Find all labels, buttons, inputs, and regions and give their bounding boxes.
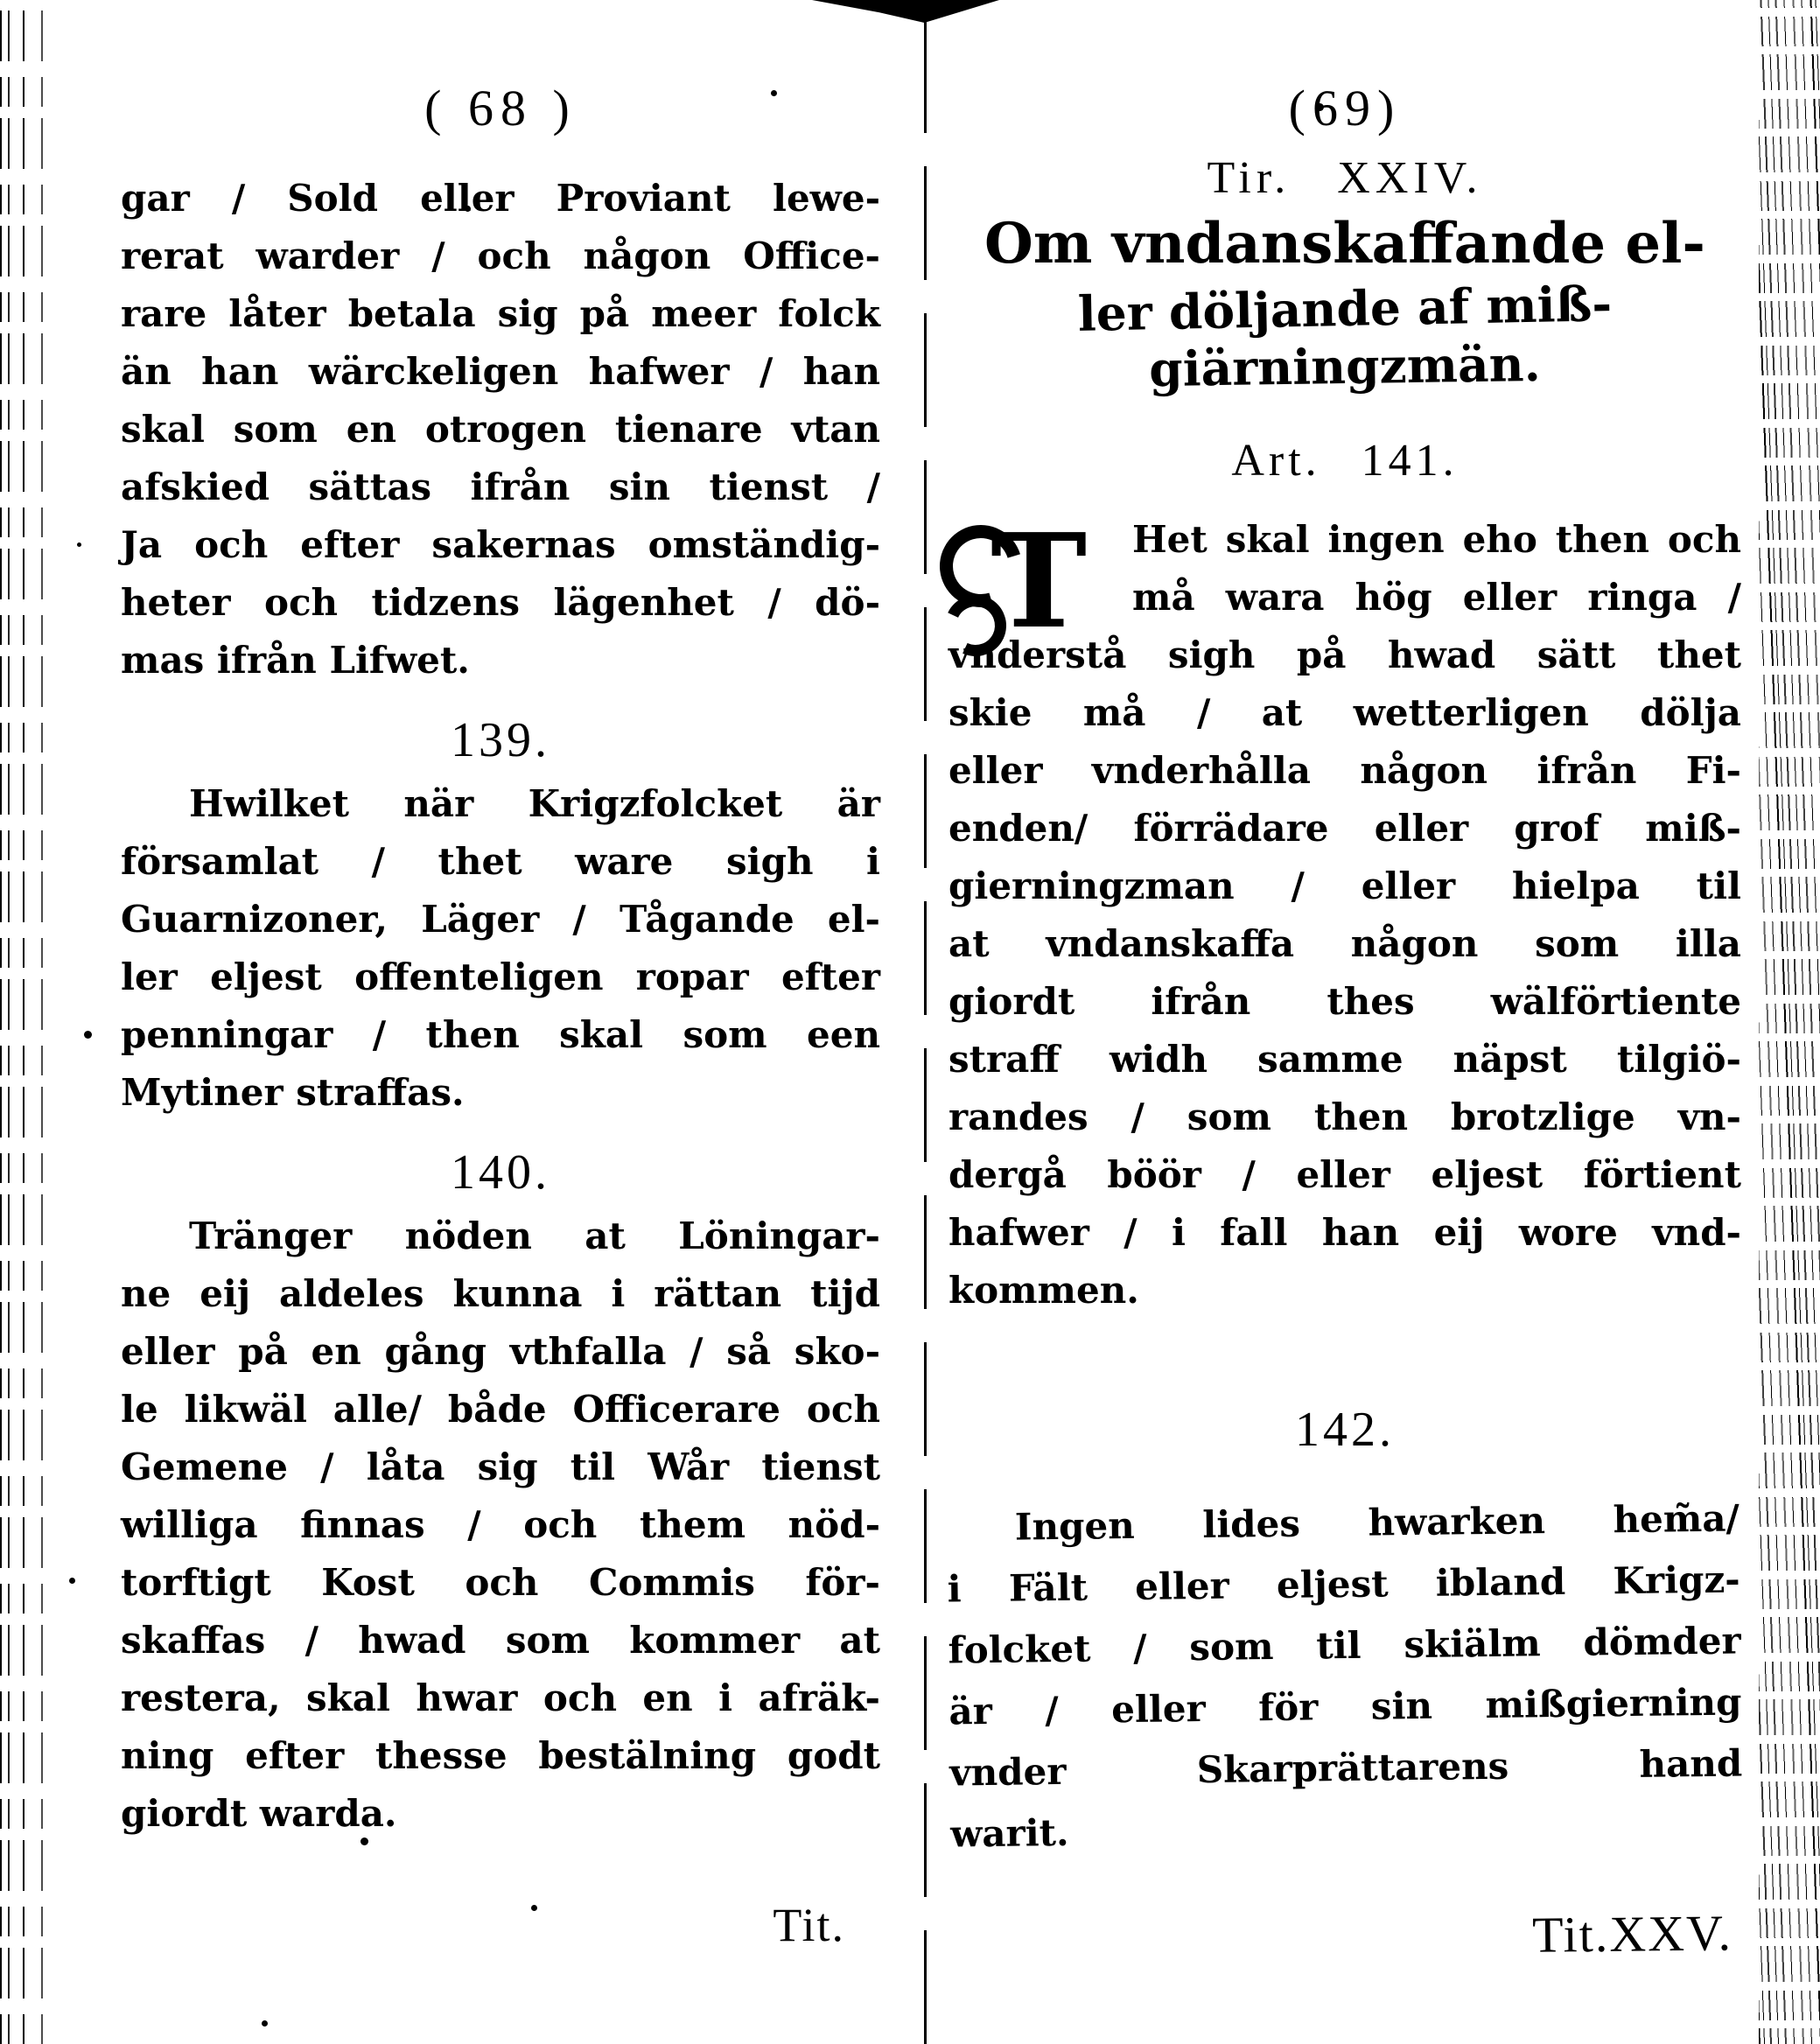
text-line: randes / som then brotzlige vn- (948, 1096, 1741, 1138)
catchword: Tit. (773, 1899, 845, 1951)
catchword: Tit.XXV. (1531, 1904, 1733, 1964)
chapter-title-line: ler döljande af miß- (1077, 275, 1613, 342)
text-line: skal som en otrogen tienare vtan (121, 408, 880, 451)
text-line: afskied sättas ifrån sin tienst / (121, 466, 880, 508)
ornamental-initial (940, 505, 1108, 657)
paragraph-article-140 (121, 1208, 880, 1843)
text-line: ning efter thesse bestälning godt (121, 1734, 880, 1777)
text-line: williga finnas / och them nöd- (121, 1503, 880, 1546)
text-line: församlat / thet ware sigh i (121, 840, 880, 883)
scan-noise-right-edge (1759, 0, 1820, 2044)
text-line: gierningzman / eller hielpa til (948, 864, 1741, 907)
text-line: le likwäl alle/ både Officerare och (121, 1388, 880, 1431)
chapter-title-line: giärningzmän. (1148, 334, 1542, 398)
chapter-kicker: Tir. XXIV. (1207, 153, 1483, 203)
paragraph-article-139 (121, 775, 880, 1122)
dropcap-letter: T (990, 505, 1088, 657)
text-line: giordt ifrån thes wälförtiente (948, 980, 1741, 1023)
text-line: folcket / som til skiälm dömder (948, 1619, 1741, 1672)
paragraph-article-142 (946, 1488, 1743, 1865)
text-line: Hwilket när Krigzfolcket är (189, 782, 880, 825)
scan-speckles (77, 542, 81, 547)
text-line: ler eljest offenteligen ropar efter (121, 956, 880, 998)
text-line: Mytiner straffas. (121, 1071, 465, 1114)
text-line: rare låter betala sig på meer folck (121, 292, 880, 335)
text-line: vnder Skarprättarens hand (949, 1741, 1743, 1795)
text-line: är / eller för sin mißgierning (948, 1680, 1742, 1733)
page-fold-line (924, 19, 927, 2044)
text-line: skie må / at wetterligen dölja (948, 691, 1741, 734)
text-line: mas ifrån Lifwet. (121, 639, 470, 682)
page-number: (69) (1288, 80, 1402, 136)
text-line: penningar / then skal som een (121, 1013, 880, 1056)
text-line: vnderstå sigh på hwad sätt thet (948, 634, 1741, 676)
text-line: restera, skal hwar och en i afräk- (121, 1676, 880, 1719)
text-line: torftigt Kost och Commis för- (121, 1561, 880, 1604)
text-line: än han wärckeligen hafwer / han (121, 350, 880, 393)
text-line: kommen. (948, 1269, 1139, 1312)
text-line: giordt warda. (121, 1792, 397, 1835)
page-fold-shadow (812, 0, 999, 23)
section-heading-142: 142. (1295, 1403, 1395, 1457)
text-line: Gemene / låta sig til Wår tienst (121, 1446, 880, 1488)
text-line: heter och tidzens lägenhet / dö- (121, 581, 880, 624)
paragraph-article-141 (948, 505, 1741, 1320)
text-line: eller vnderhålla någon ifrån Fi- (948, 749, 1741, 792)
text-line: straff widh samme näpst tilgiö- (948, 1038, 1741, 1081)
page-number: ( 68 ) (424, 80, 577, 136)
text-line: ne eij aldeles kunna i rättan tijd (121, 1272, 880, 1315)
text-line: hafwer / i fall han eij wore vnd- (948, 1211, 1741, 1254)
paragraph-continuation (121, 170, 880, 690)
text-line: må wara hög eller ringa / (1132, 576, 1741, 619)
text-line: Guarnizoner, Läger / Tågande el- (121, 898, 880, 941)
text-line: eller på en gång vthfalla / så sko- (121, 1330, 880, 1373)
scan-noise-left-edge (0, 0, 68, 2044)
text-line: warit. (949, 1810, 1069, 1856)
text-line: rerat warder / och någon Office- (121, 234, 880, 277)
article-heading-141: Art. 141. (1231, 436, 1459, 486)
text-line: enden/ förrädare eller grof miß- (948, 807, 1741, 850)
text-line: Tränger nöden at Löningar- (189, 1214, 880, 1257)
section-heading-139: 139. (451, 713, 550, 767)
text-line: Het skal ingen eho then och (1132, 518, 1741, 561)
text-line: skaffas / hwad som kommer at (121, 1619, 880, 1662)
right-page (948, 77, 1741, 1964)
text-line: Ja och efter sakernas omständig- (121, 523, 880, 566)
text-line: dergå böör / eller eljest förtient (948, 1153, 1741, 1196)
section-heading-140: 140. (451, 1145, 550, 1200)
chapter-title-line: Om vndanskaffande el- (984, 211, 1705, 276)
left-page (121, 77, 880, 1951)
text-line: at vndanskaffa någon som illa (948, 922, 1741, 965)
text-line: i Fält eller eljest ibland Krigz- (947, 1558, 1740, 1611)
text-line: gar / Sold eller Proviant lewe- (121, 177, 880, 220)
text-line: Ingen lides hwarken hem̃a/ (1014, 1496, 1740, 1549)
